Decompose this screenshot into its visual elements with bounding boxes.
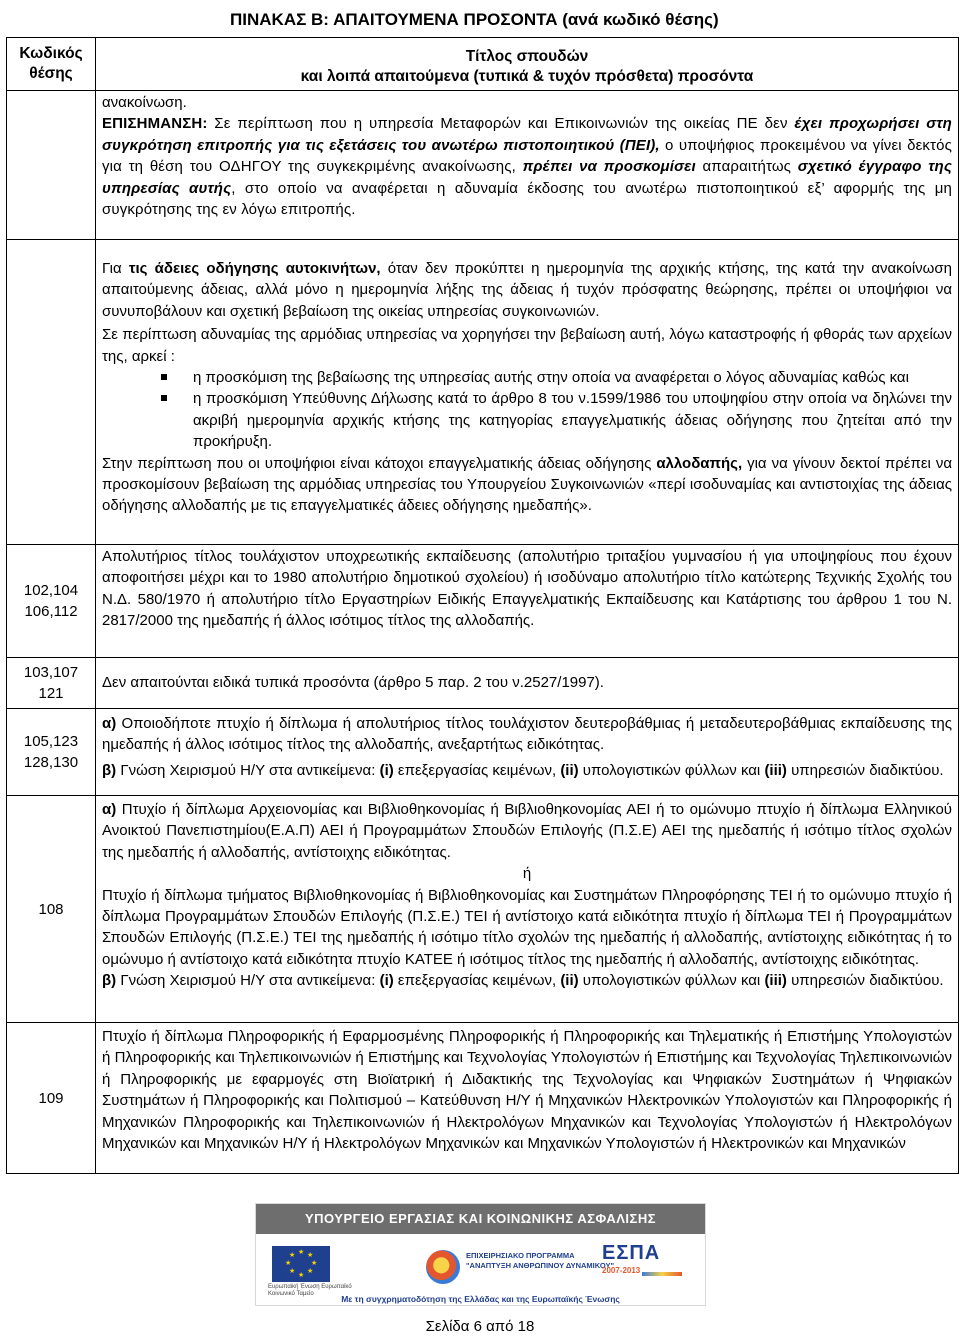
program-sun-icon <box>426 1250 460 1284</box>
code-105-2: 128,130 <box>23 754 79 771</box>
espa-mark: ΕΣΠΑ <box>602 1242 661 1264</box>
header-code-cell <box>7 38 96 91</box>
eu-flag-icon: ★ ★ ★ ★ ★ ★ ★ ★ <box>272 1246 330 1282</box>
row-108-b-text-2: επεξεργασίας κειμένων, <box>393 972 561 990</box>
cofunding-logo <box>255 1203 706 1306</box>
logo-row <box>256 1234 705 1305</box>
row-105-b-text-4: υπηρεσιών διαδικτύου. <box>786 761 944 779</box>
list-item: η προσκόμιση της βεβαίωσης της υπηρεσίας αυτής στην οποία να αναφέρεται ο λόγος αδυναμίας καθώς και <box>193 367 952 388</box>
licenses-paragraph-1 <box>102 258 952 322</box>
qualifications-table <box>6 37 959 1174</box>
row-105-b-text-1: Γνώση Χειρισμού Η/Υ στα αντικείμενα: <box>116 761 380 779</box>
header-code-label-2: θέσης <box>29 65 73 82</box>
note-paragraph <box>102 113 952 220</box>
row-105-b-iii: (iii) <box>764 761 787 779</box>
table-row <box>7 658 959 709</box>
row-105-b-ii: (ii) <box>560 761 579 779</box>
cofunding-caption: Με τη συγχρηματοδότηση της Ελλάδας και της Ευρωπαϊκής Ένωσης <box>341 1294 620 1304</box>
espa-years: 2007-2013 <box>602 1266 641 1275</box>
licenses-paragraph-3 <box>102 453 952 517</box>
code-cell-103 <box>7 658 96 709</box>
code-102-2: 106,112 <box>24 603 78 620</box>
note-text-4: , στο οποίο να αναφέρεται η αδυναμία έκδοσης του ανωτέρω πιστοποιητικού εξ’ αφορμής της μη συγκρότησης της εν λόγω επιτροπής. <box>102 179 952 219</box>
table-row <box>7 796 959 1023</box>
row-105-a <box>102 713 952 756</box>
page-number: Σελίδα 6 από 18 <box>425 1318 535 1335</box>
code-cell-empty <box>7 91 96 240</box>
page-title: ΠΙΝΑΚΑΣ Β: ΑΠΑΙΤΟΥΜΕΝΑ ΠΡΟΣΟΝΤΑ (ανά κωδικό θέσης) <box>230 10 719 29</box>
row-103-text: Δεν απαιτούνται ειδικά τυπικά προσόντα (άρθρο 5 παρ. 2 του ν.2527/1997). <box>102 673 604 691</box>
table-header-row <box>7 38 959 91</box>
row-105-b-text-3: υπολογιστικών φύλλων και <box>578 761 765 779</box>
header-title-line-1: Τίτλος σπουδών <box>465 48 589 65</box>
row-102-cell <box>96 545 959 658</box>
row-108-cell <box>96 796 959 1023</box>
row-105-b-label: β) <box>102 761 117 779</box>
row-108-a-label: α) <box>102 801 117 818</box>
code-cell-102 <box>7 545 96 658</box>
row-102-text: Απολυτήριος τίτλος τουλάχιστον υποχρεωτικής εκπαίδευσης (απολυτήριο τριταξίου γυμνασίου ή για υποψηφίους που έχουν αποφοιτήσει μέχρι και το 1980 απολυτήριο δημοτικού σχολείου) ή ισοδύναμο απολυτήριο τίτλο κατώτερης Τεχνικής Σχολής του Ν.Δ. 580/1970 ή απολυτήριο τίτλο Εργαστηρίων Ειδικής Επαγγελματικής Εκπαίδευσης και Κατάρτισης του άρθρου 1 του Ν. 2817/2000 της ημεδαπής ή άλλος ισότιμος τίτλος της αλλοδαπής. <box>102 548 952 630</box>
row-105-b-i: (i) <box>379 761 394 779</box>
row-108-text-2: Πτυχίο ή δίπλωμα τμήματος Βιβλιοθηκονομίας ή Βιβλιοθηκονομίας και Συστημάτων Πληροφόρησης ΤΕΙ ή το ομώνυμο πτυχίο ή δίπλωμα Προγραμμάτων Σπουδών Επιλογής (Π.Σ.Ε.) ΤΕΙ ή αντίστοιχο κατά ειδικότητα πτυχίο ή δίπλωμα ΤΕΙ ή Προγραμμάτων Σπουδών Επιλογής (Π.Σ.Ε.) ΤΕΙ της ημεδαπής ή ισότιμο τίτλο σχολών της ημεδαπής ή αλλοδαπής, αντίστοιχης ειδικότητας ή το ομώνυμο ή αντίστοιχο κατά ειδικότητα πτυχίο ΚΑΤΕΕ ή ισότιμος τίτλος της ημεδαπής ή αλλοδαπής, αντίστοιχης ειδικότητας. <box>102 886 952 968</box>
table-row <box>7 91 959 240</box>
licenses-p1-bold: τις άδειες οδήγησης αυτοκινήτων, <box>128 260 381 277</box>
row-108-b-i: (i) <box>379 972 394 990</box>
header-title-line-2: και λοιπά απαιτούμενα (τυπικά & τυχόν πρόσθετα) προσόντα <box>300 68 754 85</box>
espa-logo <box>602 1242 692 1288</box>
row-108-b <box>102 970 952 991</box>
row-108-or: ή <box>522 865 532 883</box>
note-label: ΕΠΙΣΗΜΑΝΣΗ: <box>102 115 208 133</box>
table-row <box>7 1023 959 1174</box>
program-line-1: ΕΠΙΧΕΙΡΗΣΙΑΚΟ ΠΡΟΓΡΑΜΜΑ <box>466 1251 575 1260</box>
eu-caption: Ευρωπαϊκή Ένωση Ευρωπαϊκό Κοινωνικό Ταμείο <box>268 1284 352 1297</box>
code-cell-109: 109 <box>7 1023 96 1174</box>
licenses-p1-b: όταν δεν προκύπτει η ημερομηνία της αρχικής κτήσης, της κατά την ανακοίνωση απαιτούμενης άδειας, αλλά μόνο η ημερομηνία λήξης της άδειας ή τυχόν πρόσφατης θεώρησης, πρέπει οι υποψήφιοι να συνυποβάλουν και σχετική βεβαίωση της οικείας υπηρεσίας συγκοινωνιών. <box>102 260 952 320</box>
row-105-a-text: Οποιοδήποτε πτυχίο ή δίπλωμα ή απολυτήριος τίτλος τουλάχιστον δευτεροβάθμιας ή μεταδευτεροβάθμιας εκπαίδευσης της ημεδαπής ή άλλος ισότιμος τίτλος της αλλοδαπής, ανεξαρτήτως ειδικότητας. <box>102 715 952 754</box>
continued-text: ανακοίνωση. <box>102 94 187 111</box>
table-row <box>7 545 959 658</box>
row-108-a-text: Πτυχίο ή δίπλωμα Αρχειονομίας και Βιβλιοθηκονομίας ή Βιβλιοθηκονομίας ΑΕΙ ή το ομώνυμο πτυχίο ή δίπλωμα Ελληνικού Ανοικτού Πανεπιστημίου(Ε.Α.Π) ΑΕΙ ή Προγραμμάτων Σπουδών Επιλογής (Π.Σ.Ε) ΑΕΙ της ημεδαπής ή ισότιμο τίτλος σχολών της ημεδαπής ή αλλοδαπής, αντίστοιχης ειδικότητας. <box>102 801 952 861</box>
code-102-1: 102,104 <box>23 582 79 599</box>
program-logo <box>426 1248 616 1288</box>
row-109-text: Πτυχίο ή δίπλωμα Πληροφορικής ή Εφαρμοσμένης Πληροφορικής ή Πληροφορικής και Τηλεματικής ή Επιστήμης Υπολογιστών ή Πληροφορικής και Τηλεπικοινωνιών ή Επιστήμης και Τεχνολογίας Υπολογιστών ή Επιστήμης και Τεχνολογίας Τηλεπικοινωνιών ή Πληροφορικής με εφαρμογές στη Βιοϊατρική ή Διδακτικής της Τεχνολογίας και Ψηφιακών Συστημάτων ή Ψηφιακών Συστημάτων ή Πληροφορικής και Πολιτισμού – Κατεύθυνση Η/Υ ή Μηχανικών Ηλεκτρονικών Υπολογιστών και Πληροφορικής ή Μηχανικών Πληροφορικής και Τηλεπικοινωνιών ή Ηλεκτρολόγων Μηχανικών και Τεχνολογίας Υπολογιστών ή Ηλεκτρολόγων Μηχανικών και Μηχανικών Η/Υ ή Ηλεκτρολόγων Μηχανικών και Μηχανικών Υπολογιστών ή Ηλεκτρονικών και Μηχανικών <box>102 1028 952 1153</box>
row-108-b-ii: (ii) <box>560 972 579 990</box>
note-text-3: απαραιτήτως <box>695 158 798 176</box>
row-108-b-iii: (iii) <box>764 972 787 990</box>
row-108-b-text-1: Γνώση Χειρισμού Η/Υ στα αντικείμενα: <box>116 972 380 990</box>
row-105-b-text-2: επεξεργασίας κειμένων, <box>393 761 561 779</box>
row-105-cell <box>96 709 959 796</box>
table-row <box>7 709 959 796</box>
licenses-p3-bold: αλλοδαπής, <box>656 454 743 472</box>
code-cell-empty-2 <box>7 240 96 545</box>
code-cell-108: 108 <box>7 796 96 1023</box>
table-row <box>7 240 959 545</box>
header-title-cell <box>96 38 959 91</box>
row-continued-cell <box>96 91 959 240</box>
code-cell-105 <box>7 709 96 796</box>
program-line-2: "ΑΝΑΠΤΥΞΗ ΑΝΘΡΩΠΙΝΟΥ ΔΥΝΑΜΙΚΟΥ" <box>466 1261 615 1270</box>
list-item: η προσκόμιση Υπεύθυνης Δήλωσης κατά το άρθρο 8 του ν.1599/1986 του υποψηφίου στην οποία να δηλώνει την ακριβή ημερομηνία αρχικής κτήσης της κατηγορίας επαγγελματικής άδειας οδήγησης που ζητείται από την προκήρυξη. <box>193 388 952 452</box>
note-text-2: ο υποψήφιος προκειμένου να γίνει δεκτός για τη θέση του ΟΔΗΓΟΥ της συγκεκριμένης ανακοίνωσης, <box>102 136 953 176</box>
row-109-cell <box>96 1023 959 1174</box>
licenses-p3-a: Στην περίπτωση που οι υποψήφιοι είναι κάτοχοι επαγγελματικής άδειας οδήγησης <box>102 454 657 472</box>
ministry-band: ΥΠΟΥΡΓΕΙΟ ΕΡΓΑΣΙΑΣ ΚΑΙ ΚΟΙΝΩΝΙΚΗΣ ΑΣΦΑΛΙΣΗΣ <box>256 1204 705 1234</box>
code-103-1: 103,107 <box>23 664 79 681</box>
note-bold-1: έχει προχωρήσει στη συγκρότηση επιτροπής για τις εξετάσεις του ανωτέρω πιστοποιητικού (ΠΕΙ), <box>102 115 952 154</box>
row-108-b-text-3: υπολογιστικών φύλλων και <box>578 972 765 990</box>
row-103-cell <box>96 658 959 709</box>
licenses-bullet-list <box>102 367 952 453</box>
row-105-a-label: α) <box>102 715 117 732</box>
row-105-b <box>102 760 952 781</box>
note-bold-2: πρέπει να προσκομίσει <box>522 158 696 176</box>
row-108-b-label: β) <box>102 972 117 990</box>
row-108-b-text-4: υπηρεσιών διαδικτύου. <box>786 972 944 990</box>
licenses-p1-a: Για <box>102 260 129 277</box>
note-bold-3: σχετικό έγγραφο της υπηρεσίας αυτής <box>102 158 952 197</box>
header-code-label: Κωδικός <box>19 45 83 62</box>
licenses-p3-b: για να γίνουν δεκτοί πρέπει να προσκομίσουν βεβαίωση της αρμόδιας υπηρεσίας του Υπουργείου Συγκοινωνιών «περί ισοδυναμίας και αντιστοιχίας της άδειας οδήγησης αλλοδαπής με τις επαγγελματικές άδειες οδήγησης ημεδαπής». <box>102 454 952 515</box>
code-105-1: 105,123 <box>23 733 79 750</box>
code-103-2: 121 <box>38 685 64 702</box>
note-text-1: Σε περίπτωση που η υπηρεσία Μεταφορών και Επικοινωνιών της οικείας ΠΕ δεν <box>207 115 795 133</box>
row-108-a <box>102 799 952 863</box>
row-licenses-cell <box>96 240 959 545</box>
licenses-paragraph-2: Σε περίπτωση αδυναμίας της αρμόδιας υπηρεσίας να χορηγήσει την βεβαίωση αυτή, λόγω καταστροφής ή φθοράς των αρχείων της, αρκεί : <box>102 326 952 365</box>
espa-bar <box>642 1272 682 1276</box>
